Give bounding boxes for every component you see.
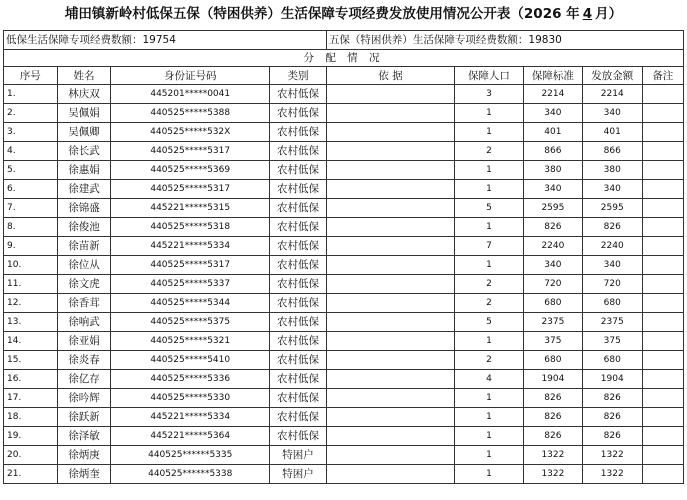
row-name: 徐炳奎 [57, 465, 111, 484]
row-no: 14. [4, 332, 58, 351]
table-row [4, 408, 684, 427]
row-type: 农村低保 [270, 389, 327, 408]
page-title [0, 6, 687, 22]
row-name: 徐长武 [57, 142, 111, 161]
row-name: 徐炎春 [57, 351, 111, 370]
row-standard: 826 [524, 408, 583, 427]
row-id-number: 445221*****5315 [111, 199, 270, 218]
table-row [4, 237, 684, 256]
row-note [642, 85, 683, 104]
table-row [4, 161, 684, 180]
row-id-number: 445221*****5334 [111, 237, 270, 256]
row-no: 3. [4, 123, 58, 142]
row-id-number: 445201*****0041 [111, 85, 270, 104]
row-amount: 401 [582, 123, 642, 142]
row-amount: 1322 [582, 446, 642, 465]
row-people: 5 [454, 313, 523, 332]
table-row [4, 218, 684, 237]
row-basis [326, 351, 454, 370]
row-note [642, 256, 683, 275]
row-no: 10. [4, 256, 58, 275]
row-basis [326, 218, 454, 237]
row-standard: 1322 [524, 446, 583, 465]
row-standard: 1904 [524, 370, 583, 389]
row-no: 8. [4, 218, 58, 237]
row-basis [326, 370, 454, 389]
row-basis [326, 161, 454, 180]
row-basis [326, 427, 454, 446]
table-row [4, 142, 684, 161]
row-no: 1. [4, 85, 58, 104]
row-basis [326, 180, 454, 199]
row-id-number: 440525*****5344 [111, 294, 270, 313]
table-row [4, 446, 684, 465]
row-id-number: 445221*****5364 [111, 427, 270, 446]
row-id-number: 440525*****5321 [111, 332, 270, 351]
row-no: 5. [4, 161, 58, 180]
row-type: 农村低保 [270, 123, 327, 142]
row-standard: 340 [524, 256, 583, 275]
row-id-number: 440525*****5375 [111, 313, 270, 332]
row-people: 1 [454, 218, 523, 237]
row-people: 1 [454, 256, 523, 275]
table-row [4, 294, 684, 313]
row-standard: 2214 [524, 85, 583, 104]
row-name: 林庆双 [57, 85, 111, 104]
row-name: 徐俊池 [57, 218, 111, 237]
row-no: 7. [4, 199, 58, 218]
table-row [4, 389, 684, 408]
table-row [4, 465, 684, 484]
row-note [642, 142, 683, 161]
row-note [642, 218, 683, 237]
section-title-row [4, 50, 684, 67]
row-note [642, 180, 683, 199]
row-basis [326, 446, 454, 465]
row-name: 徐吟辉 [57, 389, 111, 408]
title-month: 4 [582, 6, 593, 22]
row-note [642, 275, 683, 294]
row-id-number: 440525*****5317 [111, 180, 270, 199]
row-people: 2 [454, 294, 523, 313]
row-note [642, 123, 683, 142]
row-people: 3 [454, 85, 523, 104]
row-type: 特困户 [270, 465, 327, 484]
row-people: 2 [454, 142, 523, 161]
row-id-number: 440525*****5410 [111, 351, 270, 370]
row-note [642, 389, 683, 408]
row-basis [326, 332, 454, 351]
table-row [4, 180, 684, 199]
row-standard: 401 [524, 123, 583, 142]
row-people: 7 [454, 237, 523, 256]
row-type: 农村低保 [270, 180, 327, 199]
table-row [4, 370, 684, 389]
row-no: 6. [4, 180, 58, 199]
col-header-no: 序号 [4, 67, 58, 85]
row-no: 9. [4, 237, 58, 256]
row-no: 11. [4, 275, 58, 294]
row-id-number: 440525*****5337 [111, 275, 270, 294]
row-note [642, 237, 683, 256]
row-basis [326, 313, 454, 332]
row-type: 农村低保 [270, 85, 327, 104]
row-standard: 826 [524, 389, 583, 408]
row-no: 15. [4, 351, 58, 370]
row-standard: 826 [524, 218, 583, 237]
low-income-fund-total: 低保生活保障专项经费数额：19754 [4, 31, 327, 50]
row-amount: 826 [582, 408, 642, 427]
row-type: 农村低保 [270, 408, 327, 427]
row-amount: 2240 [582, 237, 642, 256]
row-note [642, 199, 683, 218]
row-basis [326, 465, 454, 484]
row-name: 徐位从 [57, 256, 111, 275]
row-basis [326, 256, 454, 275]
row-no: 18. [4, 408, 58, 427]
row-people: 1 [454, 104, 523, 123]
row-name: 徐跃新 [57, 408, 111, 427]
allocation-table [3, 30, 684, 484]
row-no: 12. [4, 294, 58, 313]
row-id-number: 440525*****5336 [111, 370, 270, 389]
row-standard: 2240 [524, 237, 583, 256]
row-basis [326, 275, 454, 294]
row-type: 农村低保 [270, 218, 327, 237]
row-standard: 380 [524, 161, 583, 180]
col-header-standard: 保障标准 [524, 67, 583, 85]
row-standard: 2595 [524, 199, 583, 218]
row-people: 1 [454, 465, 523, 484]
row-type: 农村低保 [270, 199, 327, 218]
row-people: 2 [454, 351, 523, 370]
row-amount: 340 [582, 180, 642, 199]
row-note [642, 313, 683, 332]
row-amount: 2375 [582, 313, 642, 332]
row-no: 4. [4, 142, 58, 161]
row-amount: 2214 [582, 85, 642, 104]
row-type: 农村低保 [270, 275, 327, 294]
row-people: 1 [454, 408, 523, 427]
row-amount: 866 [582, 142, 642, 161]
row-amount: 380 [582, 161, 642, 180]
row-name: 徐炳庚 [57, 446, 111, 465]
row-name: 徐惠娟 [57, 161, 111, 180]
row-type: 农村低保 [270, 237, 327, 256]
col-header-type: 类别 [270, 67, 327, 85]
row-standard: 2375 [524, 313, 583, 332]
row-note [642, 161, 683, 180]
row-no: 17. [4, 389, 58, 408]
row-type: 农村低保 [270, 294, 327, 313]
row-no: 16. [4, 370, 58, 389]
row-note [642, 427, 683, 446]
col-header-note: 备注 [642, 67, 683, 85]
row-id-number: 440525*****5318 [111, 218, 270, 237]
row-standard: 340 [524, 180, 583, 199]
row-type: 农村低保 [270, 313, 327, 332]
row-name: 徐亿存 [57, 370, 111, 389]
row-name: 吴佩娟 [57, 104, 111, 123]
row-people: 1 [454, 180, 523, 199]
row-name: 徐香茸 [57, 294, 111, 313]
row-id-number: 440525*****5388 [111, 104, 270, 123]
row-type: 农村低保 [270, 256, 327, 275]
row-amount: 826 [582, 427, 642, 446]
row-basis [326, 123, 454, 142]
table-row [4, 104, 684, 123]
row-amount: 340 [582, 104, 642, 123]
row-name: 徐泽敏 [57, 427, 111, 446]
row-note [642, 408, 683, 427]
col-header-amount: 发放金额 [582, 67, 642, 85]
row-basis [326, 142, 454, 161]
row-people: 5 [454, 199, 523, 218]
row-type: 农村低保 [270, 427, 327, 446]
table-row [4, 351, 684, 370]
row-basis [326, 389, 454, 408]
row-standard: 826 [524, 427, 583, 446]
row-no: 2. [4, 104, 58, 123]
table-row [4, 332, 684, 351]
row-no: 20. [4, 446, 58, 465]
row-type: 农村低保 [270, 142, 327, 161]
table-row [4, 275, 684, 294]
row-people: 1 [454, 123, 523, 142]
row-people: 1 [454, 446, 523, 465]
row-standard: 340 [524, 104, 583, 123]
row-basis [326, 294, 454, 313]
row-id-number: 445221*****5334 [111, 408, 270, 427]
title-suffix: 月） [595, 6, 623, 22]
row-type: 农村低保 [270, 351, 327, 370]
row-type: 特困户 [270, 446, 327, 465]
row-note [642, 370, 683, 389]
row-amount: 826 [582, 218, 642, 237]
row-people: 1 [454, 427, 523, 446]
row-note [642, 332, 683, 351]
table-header-row [4, 67, 684, 85]
row-note [642, 351, 683, 370]
row-amount: 375 [582, 332, 642, 351]
table-row [4, 427, 684, 446]
row-type: 农村低保 [270, 370, 327, 389]
row-basis [326, 408, 454, 427]
row-standard: 680 [524, 351, 583, 370]
table-row [4, 199, 684, 218]
row-amount: 2595 [582, 199, 642, 218]
table-row [4, 313, 684, 332]
row-basis [326, 85, 454, 104]
row-amount: 680 [582, 294, 642, 313]
row-people: 1 [454, 389, 523, 408]
table-row [4, 85, 684, 104]
title-prefix: 埔田镇新岭村低保五保（特困供养）生活保障专项经费发放使用情况公开表（2026 年 [64, 6, 580, 22]
row-basis [326, 199, 454, 218]
row-id-number: 440525******5338 [111, 465, 270, 484]
row-people: 1 [454, 332, 523, 351]
row-amount: 1322 [582, 465, 642, 484]
row-name: 吴佩卿 [57, 123, 111, 142]
table-row [4, 256, 684, 275]
col-header-people: 保障人口 [454, 67, 523, 85]
row-standard: 866 [524, 142, 583, 161]
row-amount: 340 [582, 256, 642, 275]
row-type: 农村低保 [270, 161, 327, 180]
row-no: 13. [4, 313, 58, 332]
col-header-basis: 依 据 [326, 67, 454, 85]
row-standard: 720 [524, 275, 583, 294]
row-name: 徐建武 [57, 180, 111, 199]
row-standard: 375 [524, 332, 583, 351]
row-note [642, 294, 683, 313]
row-id-number: 440525*****5369 [111, 161, 270, 180]
row-id-number: 440525*****5317 [111, 142, 270, 161]
row-no: 19. [4, 427, 58, 446]
col-header-name: 姓名 [57, 67, 111, 85]
row-amount: 680 [582, 351, 642, 370]
col-header-id: 身份证号码 [111, 67, 270, 85]
row-standard: 1322 [524, 465, 583, 484]
row-basis [326, 104, 454, 123]
table-row [4, 123, 684, 142]
row-id-number: 440525******5335 [111, 446, 270, 465]
row-id-number: 440525*****5330 [111, 389, 270, 408]
row-type: 农村低保 [270, 332, 327, 351]
row-people: 1 [454, 161, 523, 180]
row-people: 4 [454, 370, 523, 389]
row-name: 徐锦盛 [57, 199, 111, 218]
row-people: 2 [454, 275, 523, 294]
row-note [642, 465, 683, 484]
summary-row [4, 31, 684, 50]
row-name: 徐苗新 [57, 237, 111, 256]
row-name: 徐亚娟 [57, 332, 111, 351]
row-basis [326, 237, 454, 256]
row-note [642, 104, 683, 123]
row-id-number: 440525*****5317 [111, 256, 270, 275]
row-id-number: 440525*****532X [111, 123, 270, 142]
row-note [642, 446, 683, 465]
section-title: 分 配 情 况 [4, 50, 684, 67]
row-no: 21. [4, 465, 58, 484]
five-guarantee-fund-total: 五保（特困供养）生活保障专项经费数额：19830 [326, 31, 683, 50]
row-standard: 680 [524, 294, 583, 313]
row-amount: 826 [582, 389, 642, 408]
row-amount: 720 [582, 275, 642, 294]
row-name: 徐响武 [57, 313, 111, 332]
row-type: 农村低保 [270, 104, 327, 123]
row-name: 徐文虎 [57, 275, 111, 294]
row-amount: 1904 [582, 370, 642, 389]
